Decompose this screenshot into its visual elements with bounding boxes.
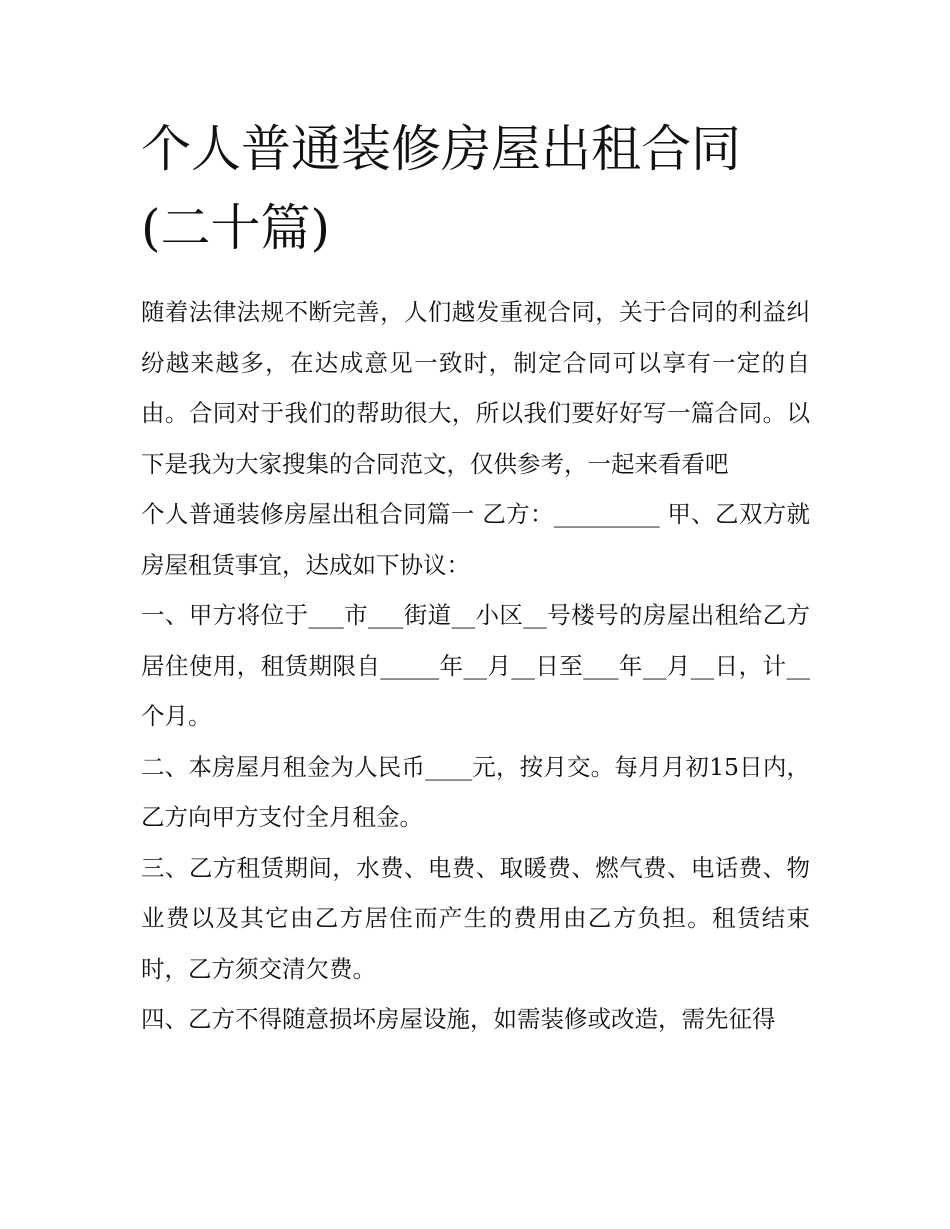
clause-3-paragraph: 三、乙方租赁期间，水费、电费、取暖费、燃气费、电话费、物业费以及其它由乙方居住而产生的费用由乙方负担。租赁结束时，乙方须交清欠费。: [141, 853, 810, 983]
clause-1-paragraph: 一、甲方将位于___市___街道__小区__号楼号的房屋出租给乙方居住使用，租赁期限自_____年__月__日至___年__月__日，计__个月。: [141, 601, 810, 730]
clause-2-paragraph: 二、本房屋月租金为人民币____元，按月交。每月月初15日内，乙方向甲方支付全月租金。: [141, 752, 810, 831]
intro-paragraph: 随着法律法规不断完善，人们越发重视合同，关于合同的利益纠纷越来越多，在达成意见一致时，制定合同可以享有一定的自由。合同对于我们的帮助很大，所以我们要好好写一篇合同。以下是我为大家搜集的合同范文，仅供参考，一起来看看吧: [141, 298, 810, 478]
document-title: 个人普通装修房屋出租合同(二十篇): [141, 120, 741, 257]
clause-4-paragraph: 四、乙方不得随意损坏房屋设施，如需装修或改造，需先征得: [141, 1005, 776, 1033]
contract-heading-paragraph: 个人普通装修房屋出租合同篇一 乙方：_________ 甲、乙双方就房屋租赁事宜，达成如下协议：: [141, 500, 810, 579]
